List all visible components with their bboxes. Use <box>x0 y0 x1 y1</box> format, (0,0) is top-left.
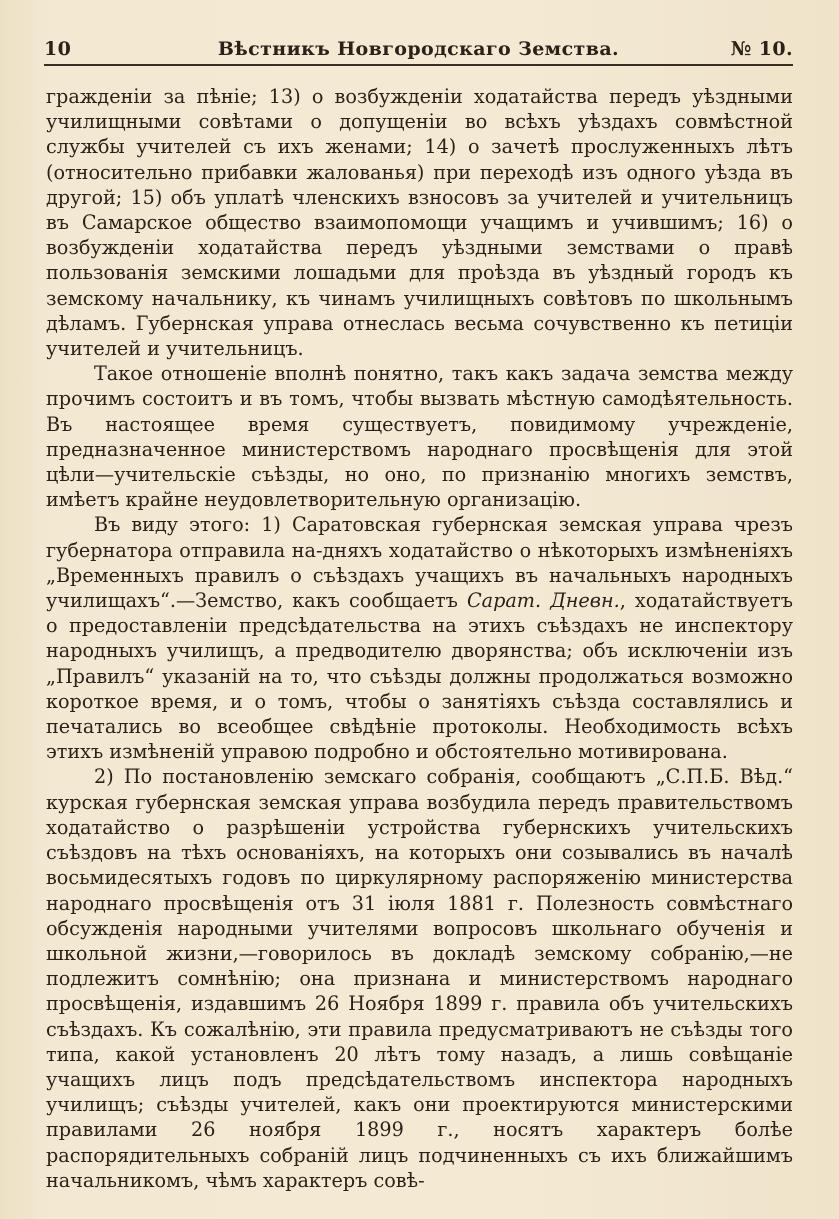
running-header <box>44 30 793 66</box>
paragraph-3 <box>46 512 793 764</box>
article-body <box>46 84 793 1193</box>
issue-number: № 10. <box>730 38 793 60</box>
paragraph-3-part-2: , ходатайствуетъ о предоставленіи предсѣдательства на этихъ съѣздахъ не инспектору народныхъ училищъ, а предводителю дворянства; объ исключеніи изъ „Правилъ“ указаній на то, что съѣзды должны продолжаться возможно короткое время, и о томъ, чтобы о занятіяхъ съѣзда составлялись и печатались во всеобщее свѣдѣніе протоколы. Необходимость всѣхъ этихъ измѣненій управою подробно и обстоятельно мотивирована. <box>46 589 793 764</box>
paragraph-3-part-1: Въ виду этого: 1) Саратовская губернская земская управа чрезъ губернатора отправила на-дняхъ ходатайство о нѣкоторыхъ измѣненіяхъ „Временныхъ правилъ о съѣздахъ учащихъ въ начальныхъ народныхъ училищахъ“.—Земство, какъ сообщаетъ <box>46 513 793 613</box>
paragraph-1: гражденіи за пѣніе; 13) о возбужденіи ходатайства передъ уѣздными училищными совѣтами о допущеніи во всѣхъ уѣздахъ совмѣстной службы учителей съ ихъ женами; 14) о зачетѣ прослуженныхъ лѣтъ (относительно прибавки жалованья) при переходѣ изъ одного уѣзда въ другой; 15) объ уплатѣ членскихъ взносовъ за учителей и учительницъ въ Самарское общество взаимопомощи учащимъ и учившимъ; 16) о возбужденіи ходатайства передъ уѣздными земствами о правѣ пользованія земскими лошадьми для проѣзда въ уѣздный городъ къ земскому начальнику, къ чинамъ училищныхъ совѣтовъ по школьнымъ дѣламъ. Губернская управа отнеслась весьма сочувственно къ петиціи учителей и учительницъ. <box>46 85 793 361</box>
journal-title: Вѣстникъ Новгородскаго Земства. <box>217 38 620 60</box>
page-number: 10 <box>44 38 72 60</box>
paragraph-2: Такое отношеніе вполнѣ понятно, такъ какъ задача земства между прочимъ состоитъ и въ томъ, чтобы вызвать мѣстную самодѣятельность. Въ настоящее время существуетъ, повидимому учрежденіе, предназначенное министерствомъ народнаго просвѣщенія для этой цѣли—учительскіе съѣзды, но оно, по признанію многихъ земствъ, имѣетъ крайне неудовлетворительную организацію. <box>46 362 793 512</box>
source-citation: Сарат. Дневн. <box>466 589 620 613</box>
paragraph-4: 2) По постановленію земскаго собранія, сообщаютъ „С.П.Б. Вѣд.“ курская губернская земская управа возбудила передъ правительствомъ ходатайство о разрѣшеніи устройства губернскихъ учительскихъ съѣздовъ на тѣхъ основаніяхъ, на которыхъ они созывались въ началѣ восьмидесятыхъ годовъ по циркулярному распоряженію министерства народнаго просвѣщенія отъ 31 іюля 1881 г. Полезность совмѣстнаго обсужденія народными учителями вопросовъ школьнаго обученія и школьной жизни,—говорилось въ докладѣ земскому собранію,—не подлежитъ сомнѣнію; она признана и министерствомъ народнаго просвѣщенія, издавшимъ 26 Ноября 1899 г. правила объ учительскихъ съѣздахъ. Къ сожалѣнію, эти правила предусматриваютъ не съѣзды того типа, какой установленъ 20 лѣтъ тому назадъ, а лишь совѣщаніе учащихъ лицъ подъ предсѣдательствомъ инспектора народныхъ училищъ; съѣзды учителей, какъ они проектируются министерскими правилами 26 ноября 1899 г., носятъ характеръ болѣе распорядительныхъ собраній лицъ подчиненныхъ съ ихъ ближайшимъ начальникомъ, чѣмъ характеръ совѣ- <box>46 765 793 1192</box>
